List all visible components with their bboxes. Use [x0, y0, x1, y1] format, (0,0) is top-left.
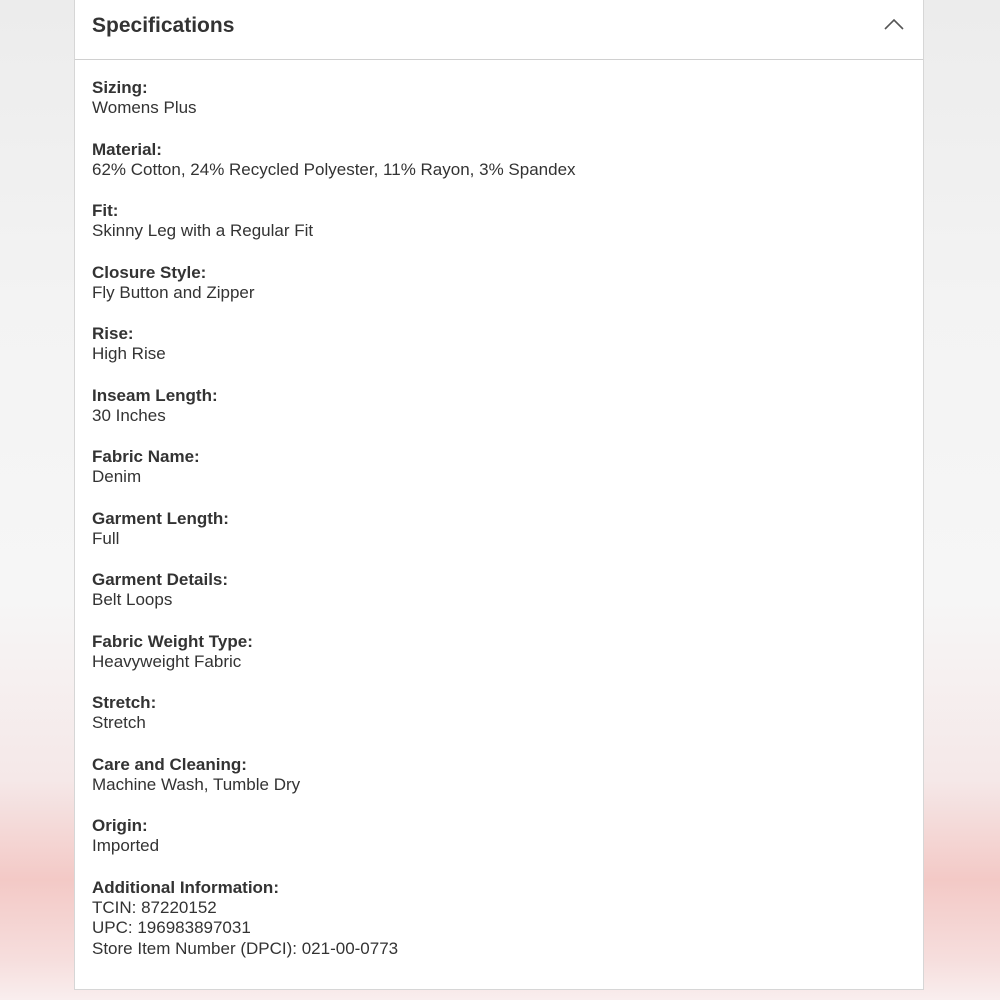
spec-value: Skinny Leg with a Regular Fit [92, 221, 314, 240]
spec-label: Stretch: [92, 693, 157, 712]
spec-inseam-length [92, 386, 923, 427]
spec-label: Additional Information: [92, 877, 279, 897]
spec-label: Fit: [92, 201, 119, 220]
spec-value-upc: UPC: 196983897031 [92, 918, 251, 937]
spec-label: Sizing: [92, 78, 148, 97]
spec-rise [92, 324, 923, 365]
spec-material [92, 140, 923, 181]
spec-additional-information [92, 878, 923, 960]
spec-fabric-name [92, 447, 923, 488]
spec-label: Garment Details: [92, 570, 229, 589]
spec-value-tcin: TCIN: 87220152 [92, 897, 217, 917]
spec-fabric-weight-type [92, 632, 923, 673]
spec-garment-details [92, 570, 923, 611]
spec-value: Heavyweight Fabric [92, 651, 242, 671]
spec-garment-length [92, 509, 923, 550]
spec-value: Womens Plus [92, 98, 197, 117]
specifications-panel [74, 0, 924, 990]
spec-label: Rise: [92, 324, 134, 343]
spec-value: 62% Cotton, 24% Recycled Polyester, 11% Rayon, 3% Spandex [92, 159, 576, 179]
spec-value: Fly Button and Zipper [92, 282, 255, 302]
spec-label: Material: [92, 139, 162, 159]
spec-value: 30 Inches [92, 405, 166, 425]
spec-care-and-cleaning [92, 755, 923, 796]
spec-origin [92, 816, 923, 857]
spec-label: Fabric Weight Type: [92, 631, 253, 651]
spec-value: Stretch [92, 713, 146, 732]
spec-value: High Rise [92, 344, 166, 363]
spec-value: Belt Loops [92, 590, 173, 609]
specifications-accordion-header[interactable] [75, 0, 923, 60]
spec-label: Garment Length: [92, 508, 229, 528]
spec-label: Closure Style: [92, 262, 207, 282]
spec-stretch [92, 693, 923, 734]
chevron-up-icon[interactable] [883, 17, 905, 31]
spec-value: Imported [92, 836, 160, 855]
spec-sizing [92, 78, 923, 119]
spec-label: Fabric Name: [92, 447, 200, 466]
section-title: Specifications [92, 14, 235, 37]
spec-value: Denim [92, 467, 142, 486]
spec-value: Machine Wash, Tumble Dry [92, 774, 301, 794]
spec-fit [92, 201, 923, 242]
spec-value-dpci: Store Item Number (DPCI): 021-00-0773 [92, 938, 399, 958]
specifications-list [75, 60, 923, 959]
spec-closure-style [92, 263, 923, 304]
spec-value: Full [92, 528, 120, 548]
spec-label: Origin: [92, 816, 148, 835]
spec-label: Inseam Length: [92, 385, 218, 405]
spec-label: Care and Cleaning: [92, 754, 247, 774]
